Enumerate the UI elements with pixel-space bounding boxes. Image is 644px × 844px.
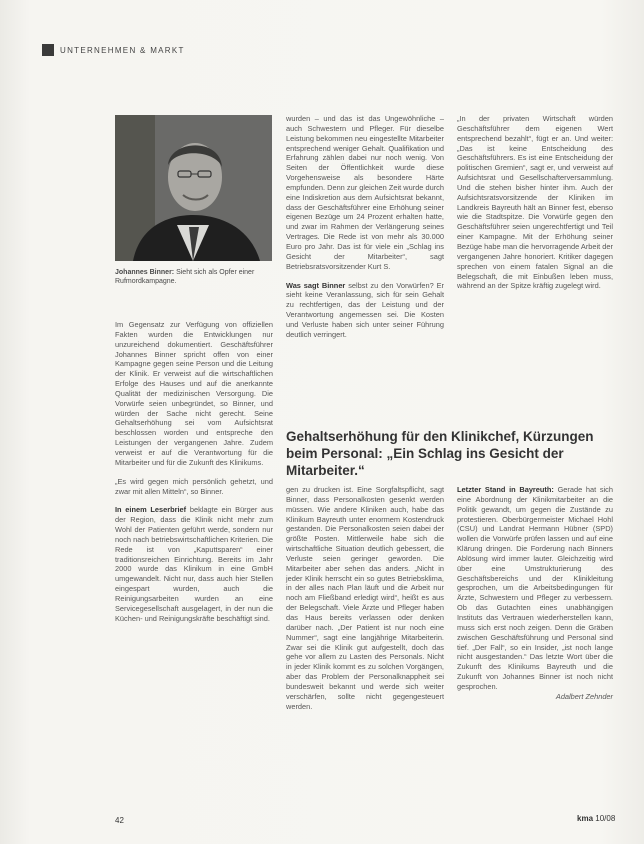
section-rubric — [42, 44, 185, 56]
col3b-lead: Letzter Stand in Bayreuth: — [457, 485, 554, 494]
col2-paragraph-2-text: selbst zu den Vorwürfen? Er sieht keine Veranlassung, sich für sein Gehalt zu rechtfertigen, das der Leistung und der Verantwortung angemessen sei. Die Kosten und Verluste haben sich unter seiner Führung deutlich verringert. — [286, 280, 444, 339]
page-number: 42 — [115, 816, 124, 825]
col2-paragraph-1: wurden – und das ist das Ungewöhnliche – auch Schwestern und Pfleger. Für dieselbe Leistung bekommen neu eingestellte Mitarbeiter entsprechend weniger Gehalt. Qualifikation und Erfahrung zählen dabei nur noch wenig. Von Seiten der Öffentlichkeit wurde diese Vorgehensweise als besondere Härte empfunden. Denn zur gleichen Zeit wurde durch eine Indiskretion aus dem Aufsichtsrat bekannt, dass der Geschäftsführer eine Erhöhung seiner eigenen Bezüge um 24 Prozent erhalten hatte, und zwar im Rahmen der Verlängerung seines Vertrages. Die Rede ist von mehr als 30.000 Euro pro Jahr. Das ist für viele ein „Schlag ins Gesicht der Mitarbeiter“, sagt Betriebsratsvorsitzender Kurt S. — [286, 114, 444, 271]
col3-paragraph-1: „In der privaten Wirtschaft würden Geschäftsführer dem eigenen Wert entsprechend bezahlt“, fügt er an. Und weiter: „Das ist keine Entscheidung des Geschäftsführers. Es ist eine Entscheidung der politischen Gremien“, sagt er, und verweist auf Aufsichtsrat und Gesellschafterversammlung. Und die stehen bisher hinter ihm. Auch der Aufsichtsratsvorsitzende der Kliniken im Landkreis Bayreuth hält an Binner fest, ebenso wie die Stadtspitze. Die Vorwürfe gegen den Geschäftsführer seien ungerechtfertigt und Teil einer Kampagne. Mit der Erhöhung seiner Bezüge habe man die hervorragende Arbeit der vergangenen Jahre honoriert. Kritiker dagegen sprechen von einem fatalen Signal an die Belegschaft, die mit Einbußen leben muss, während an der Spitze kräftig zugelegt wird. — [457, 114, 613, 291]
caption-name: Johannes Binner: — [115, 269, 175, 276]
col1-paragraph-1: Im Gegensatz zur Verfügung von offiziellen Fakten wurden die Entwicklungen nur unzureichend dokumentiert. Geschäftsführer Johannes Binner spricht offen von einer Kampagne gegen seine Person und die Leitung der Klinik. Er verweist auf die wirtschaftlichen Erfolge des Hauses und auf die anerkannte Qualität der medizinischen Versorgung. Die Vorwürfe seien unbegründet, so Binner, und würden der Sache nicht gerecht. Seine Gehaltserhöhung sei vom Aufsichtsrat beschlossen worden und entspreche den Leistungen der vergangenen Jahre. Zudem verweist er auf die Verantwortung für die Mitarbeiter und für die Zukunft des Klinikums. — [115, 320, 273, 467]
article-subheadline: Gehaltserhöhung für den Klinikchef, Kürzungen beim Personal: „Ein Schlag ins Gesicht der Mitarbeiter.“ — [286, 429, 594, 478]
article-column-3-lower — [457, 485, 613, 702]
article-column-2 — [286, 114, 444, 340]
author-signature: Adalbert Zehnder — [555, 691, 613, 701]
col2b-paragraph: gen zu drucken ist. Eine Sorgfaltspflicht, sagt Binner, dass Personalkosten gesenkt werden müssen. Wie andere Kliniken auch, habe das Klinikum Bayreuth unter enormem Kostendruck gestanden. Die Personalkosten seien dabei der größte Posten. Mittlerweile habe sich die wirtschaftliche Situation deutlich gebessert, die Verluste seien geringer geworden. Die Mitarbeiter aber sehen das anders. „Nicht in jeder Klinik herrscht ein so gutes Betriebsklima, in der alles nach Plan läuft und die Arbeit nur noch am Fließband erledigt wird“, heißt es aus der Belegschaft. Viele Ärzte und Pfleger haben das Haus bereits verlassen oder denken darüber nach. „Der Patient ist nur noch eine Nummer“, sagt eine langjährige Mitarbeiterin. Zwar sei die Klinik gut aufgestellt, doch das gehe vor allem zu Lasten des Personals. Nicht in jeder Klinik kommt es zu solchen Vorgängen, aber das Problem der Personalknappheit sei bundesweit bekannt und werde sich weiter verschärfen, sollte nicht gegengesteuert werden. — [286, 485, 444, 711]
caption-text: Sieht sich als Opfer einer Rufmordkampagne. — [115, 269, 255, 285]
col2-lead: Was sagt Binner — [286, 280, 346, 290]
magazine-footer — [577, 814, 615, 823]
article-column-3 — [457, 114, 613, 291]
rubric-square-icon — [42, 44, 54, 56]
rubric-label: UNTERNEHMEN & MARKT — [60, 45, 185, 55]
portrait-photo — [115, 115, 272, 261]
col1-paragraph-2 — [115, 505, 273, 623]
article-column-1 — [115, 320, 273, 623]
photo-caption — [115, 268, 275, 286]
col1-lead: In einem Leserbrief — [115, 505, 187, 515]
col3b-paragraph-text: Gerade hat sich eine Abordnung der Klinikmitarbeiter an die Politik gewandt, um gegen die Zustände zu protestieren. Oberbürgermeister Michael Hohl (CSU) und Landrat Hermann Hübner (SPD) wollen die Vorwürfe prüfen lassen und auf eine Klärung dringen. Die Forderung nach Binners Ablösung wird immer lauter. Gleichzeitig wird über eine Umstrukturierung des Geschäftsbereichs und der Klinikleitung gesprochen, um die Arbeitsbedingungen für Ärzte, Schwestern und Pfleger zu verbessern. Ob das Gutachten eines unabhängigen Instituts das Vertrauen wiederherstellen kann, muss sich erst noch zeigen. Denn die Gräben zwischen Geschäftsführung und Personal sind tief. „Der Fall“, so ein Insider, „ist noch lange nicht ausgestanden.“ Das letzte Wort über die Zukunft des Klinikums Bayreuth und die Zukunft von Johannes Binner ist noch nicht gesprochen. — [457, 485, 613, 691]
issue-number: 10/08 — [595, 814, 616, 823]
col2-paragraph-2 — [286, 281, 444, 340]
magazine-name: kma — [577, 814, 594, 823]
article-column-2-lower — [286, 485, 444, 711]
col1-paragraph-2-text: beklagte ein Bürger aus der Region, dass die Klinik nicht mehr zum Wohl der Patienten geführt werde, sondern nur noch nach betriebswirtschaftlichen Kriterien. Die Rede ist von „Kaputtsparen“ einer traditionsreichen Einrichtung. Bereits im Jahr 2000 wurde das Klinikum in eine GmbH umgewandelt. Nicht nur, dass auch hier Stellen eingespart wurden, auch die Reinigungsarbeiten wurden an eine Servicegesellschaft ausgelagert, in der nun die Küchen- und Reinigungskräfte beschäftigt sind. — [115, 505, 273, 623]
col1-quote: „Es wird gegen mich persönlich gehetzt, und zwar mit allen Mitteln“, so Binner. — [115, 476, 273, 496]
col3b-paragraph — [457, 485, 613, 692]
